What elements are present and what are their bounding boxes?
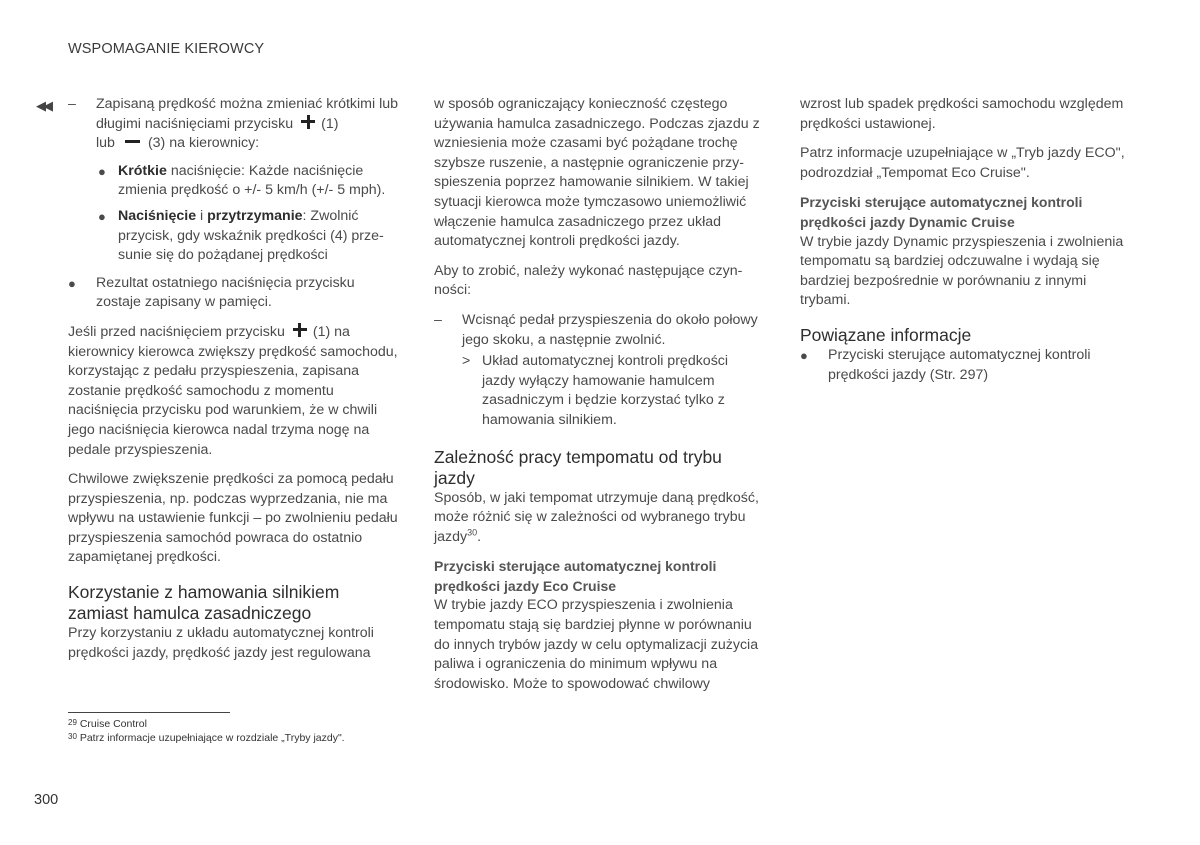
bullet-text: naciśnięcie: Każde naciśnięcie zmienia prędkość o +/- 5 km/h (+/- 5 mph). <box>118 162 386 199</box>
column-1 <box>68 95 398 663</box>
list-item <box>68 274 398 313</box>
plus-button-icon <box>293 323 307 337</box>
result-text: Układ automatycznej kontroli prędkości jazdy wyłączy hamowanie hamulcem zasadniczym i będzie korzystać tylko z hamowania silnikiem. <box>482 353 729 428</box>
related-heading: Powiązane informacje <box>800 324 972 345</box>
bold-term: Krótkie <box>118 162 167 179</box>
bullet-text: : Zwolnić przycisk, gdy wskaźnik prędkości (4) przesunie się do pożądanej prędkości <box>118 207 384 264</box>
column-3 <box>800 95 1130 385</box>
paragraph: W trybie jazdy Dynamic przyspieszenia i zwolnienia tempomatu są bardziej odczuwalne i wydają się bardziej bezpośrednie w porównaniu z innymi trybami. <box>800 233 1124 309</box>
bullet-connector: i <box>196 207 208 224</box>
list-item <box>98 162 398 201</box>
sub-bullet-list <box>68 162 398 266</box>
previous-page-icon[interactable]: ◀◀ <box>36 98 50 113</box>
paragraph: w sposób ograniczający konieczność częstego używania hamulca zasadniczego. Podczas zjazdu z wzniesienia może czasami być pożądane trochę szybsze ruszenie, a następnie ograniczenie przyspieszenia poprzez hamowanie silnikiem. W takiej sytuacji kierowca może tymczasowo uniemożliwić włączenie hamulca zasadniczego przez układ automatycznej kontroli prędkości jazdy. <box>434 96 760 250</box>
footnote-text: Cruise Control <box>79 718 147 730</box>
column-2 <box>434 95 764 694</box>
section-heading: Korzystanie z hamowania silnikiem zamiast hamulca zasadniczego <box>68 582 340 624</box>
step-text: Wcisnąć pedał przyspieszenia do około połowy jego skoku, a następnie zwolnić. <box>462 311 758 348</box>
bullet-icon: ● <box>800 347 808 363</box>
instruction-step <box>434 311 764 350</box>
bold-term: przytrzymanie <box>207 207 303 224</box>
related-link-text[interactable]: Przyciski sterujące automatycznej kontroli prędkości jazdy (Str. 297) <box>828 346 1091 383</box>
paragraph: Patrz informacje uzupełniające w „Tryb jazdy ECO", podrozdział „Tempomat Eco Cruise". <box>800 145 1125 181</box>
plus-button-icon <box>301 115 315 129</box>
instruction-step <box>68 95 398 154</box>
paragraph: Aby to zrobić, należy wykonać następujące czynności: <box>434 262 743 299</box>
bullet-icon: ● <box>98 163 106 179</box>
step-result <box>434 352 764 430</box>
paragraph: Jeśli przed naciśnięciem przycisku (1) na kierownicy kierowca zwiększy prędkość samochodu, korzystając z pedału przyspieszenia, zapisana zostanie prędkość samochodu z momentu naciśnięcia przycisku pod warunkiem, że w chwili jego naciśnięcia kierowca nadal trzyma nogę na pedale przyspieszenia. <box>68 323 398 458</box>
footnote-number: 29 <box>68 718 77 727</box>
minus-ref: (3) na kierownicy: <box>147 135 260 152</box>
footnote-number: 30 <box>68 732 77 741</box>
paragraph: Sposób, w jaki tempomat utrzymuje daną prędkość, może różnić się w zależności od wybranego trybu jazdy$^{30}$. <box>434 489 759 545</box>
subheading: Przyciski sterujące automatycznej kontroli prędkości jazdy Eco Cruise <box>434 558 717 594</box>
footnote-ref: 30 <box>467 526 478 537</box>
minus-button-icon <box>125 134 140 148</box>
paragraph: Chwilowe zwiększenie prędkości za pomocą pedału przyspieszenia, np. podczas wyprzedzania, nie ma wpływu na ustawienie funkcji – po zwolnieniu pedału przyspieszenia samochód powraca do ostatnio zapamiętanej prędkości. <box>68 471 398 566</box>
paragraph: wzrost lub spadek prędkości samochodu względem prędkości ustawionej. <box>800 96 1124 132</box>
paragraph: Przy korzystaniu z układu automatycznej kontroli prędkości jazdy, prędkość jazdy jest regulowana <box>68 625 374 661</box>
page-number: 300 <box>34 792 59 808</box>
subheading: Przyciski sterujące automatycznej kontroli prędkości jazdy Dynamic Cruise <box>800 194 1083 230</box>
footnote <box>68 732 345 744</box>
footnote <box>68 718 147 730</box>
footnote-divider <box>68 712 230 713</box>
list-item <box>98 207 398 266</box>
result-marker: > <box>462 353 471 370</box>
bullet-text: Rezultat ostatniego naciśnięcia przycisku zostaje zapisany w pamięci. <box>96 274 355 311</box>
section-header: WSPOMAGANIE KIEROWCY <box>68 41 265 57</box>
step-text: Zapisaną prędkość można zmieniać krótkimi lub długimi naciśnięciami przycisku <box>96 96 399 132</box>
paragraph: W trybie jazdy ECO przyspieszenia i zwolnienia tempomatu stają się bardziej płynne w porównaniu do innych trybów jazdy w celu optymalizacji zużycia paliwa i ograniczenia do minimum wpływu na środowisko. Może to spowodować chwilowy <box>434 597 759 692</box>
bullet-icon: ● <box>68 275 76 291</box>
bold-term: Naciśnięcie <box>118 207 197 224</box>
dash-marker: – <box>68 96 76 112</box>
dash-marker: – <box>434 311 442 328</box>
footnote-text: Patrz informacje uzupełniające w rozdziale „Tryby jazdy". <box>79 732 345 744</box>
bullet-icon: ● <box>98 208 106 224</box>
related-link[interactable] <box>800 346 1130 385</box>
step-text-or: lub <box>96 135 115 152</box>
plus-ref: (1) <box>321 115 339 132</box>
section-heading: Zależność pracy tempomatu od trybu jazdy <box>434 446 722 488</box>
